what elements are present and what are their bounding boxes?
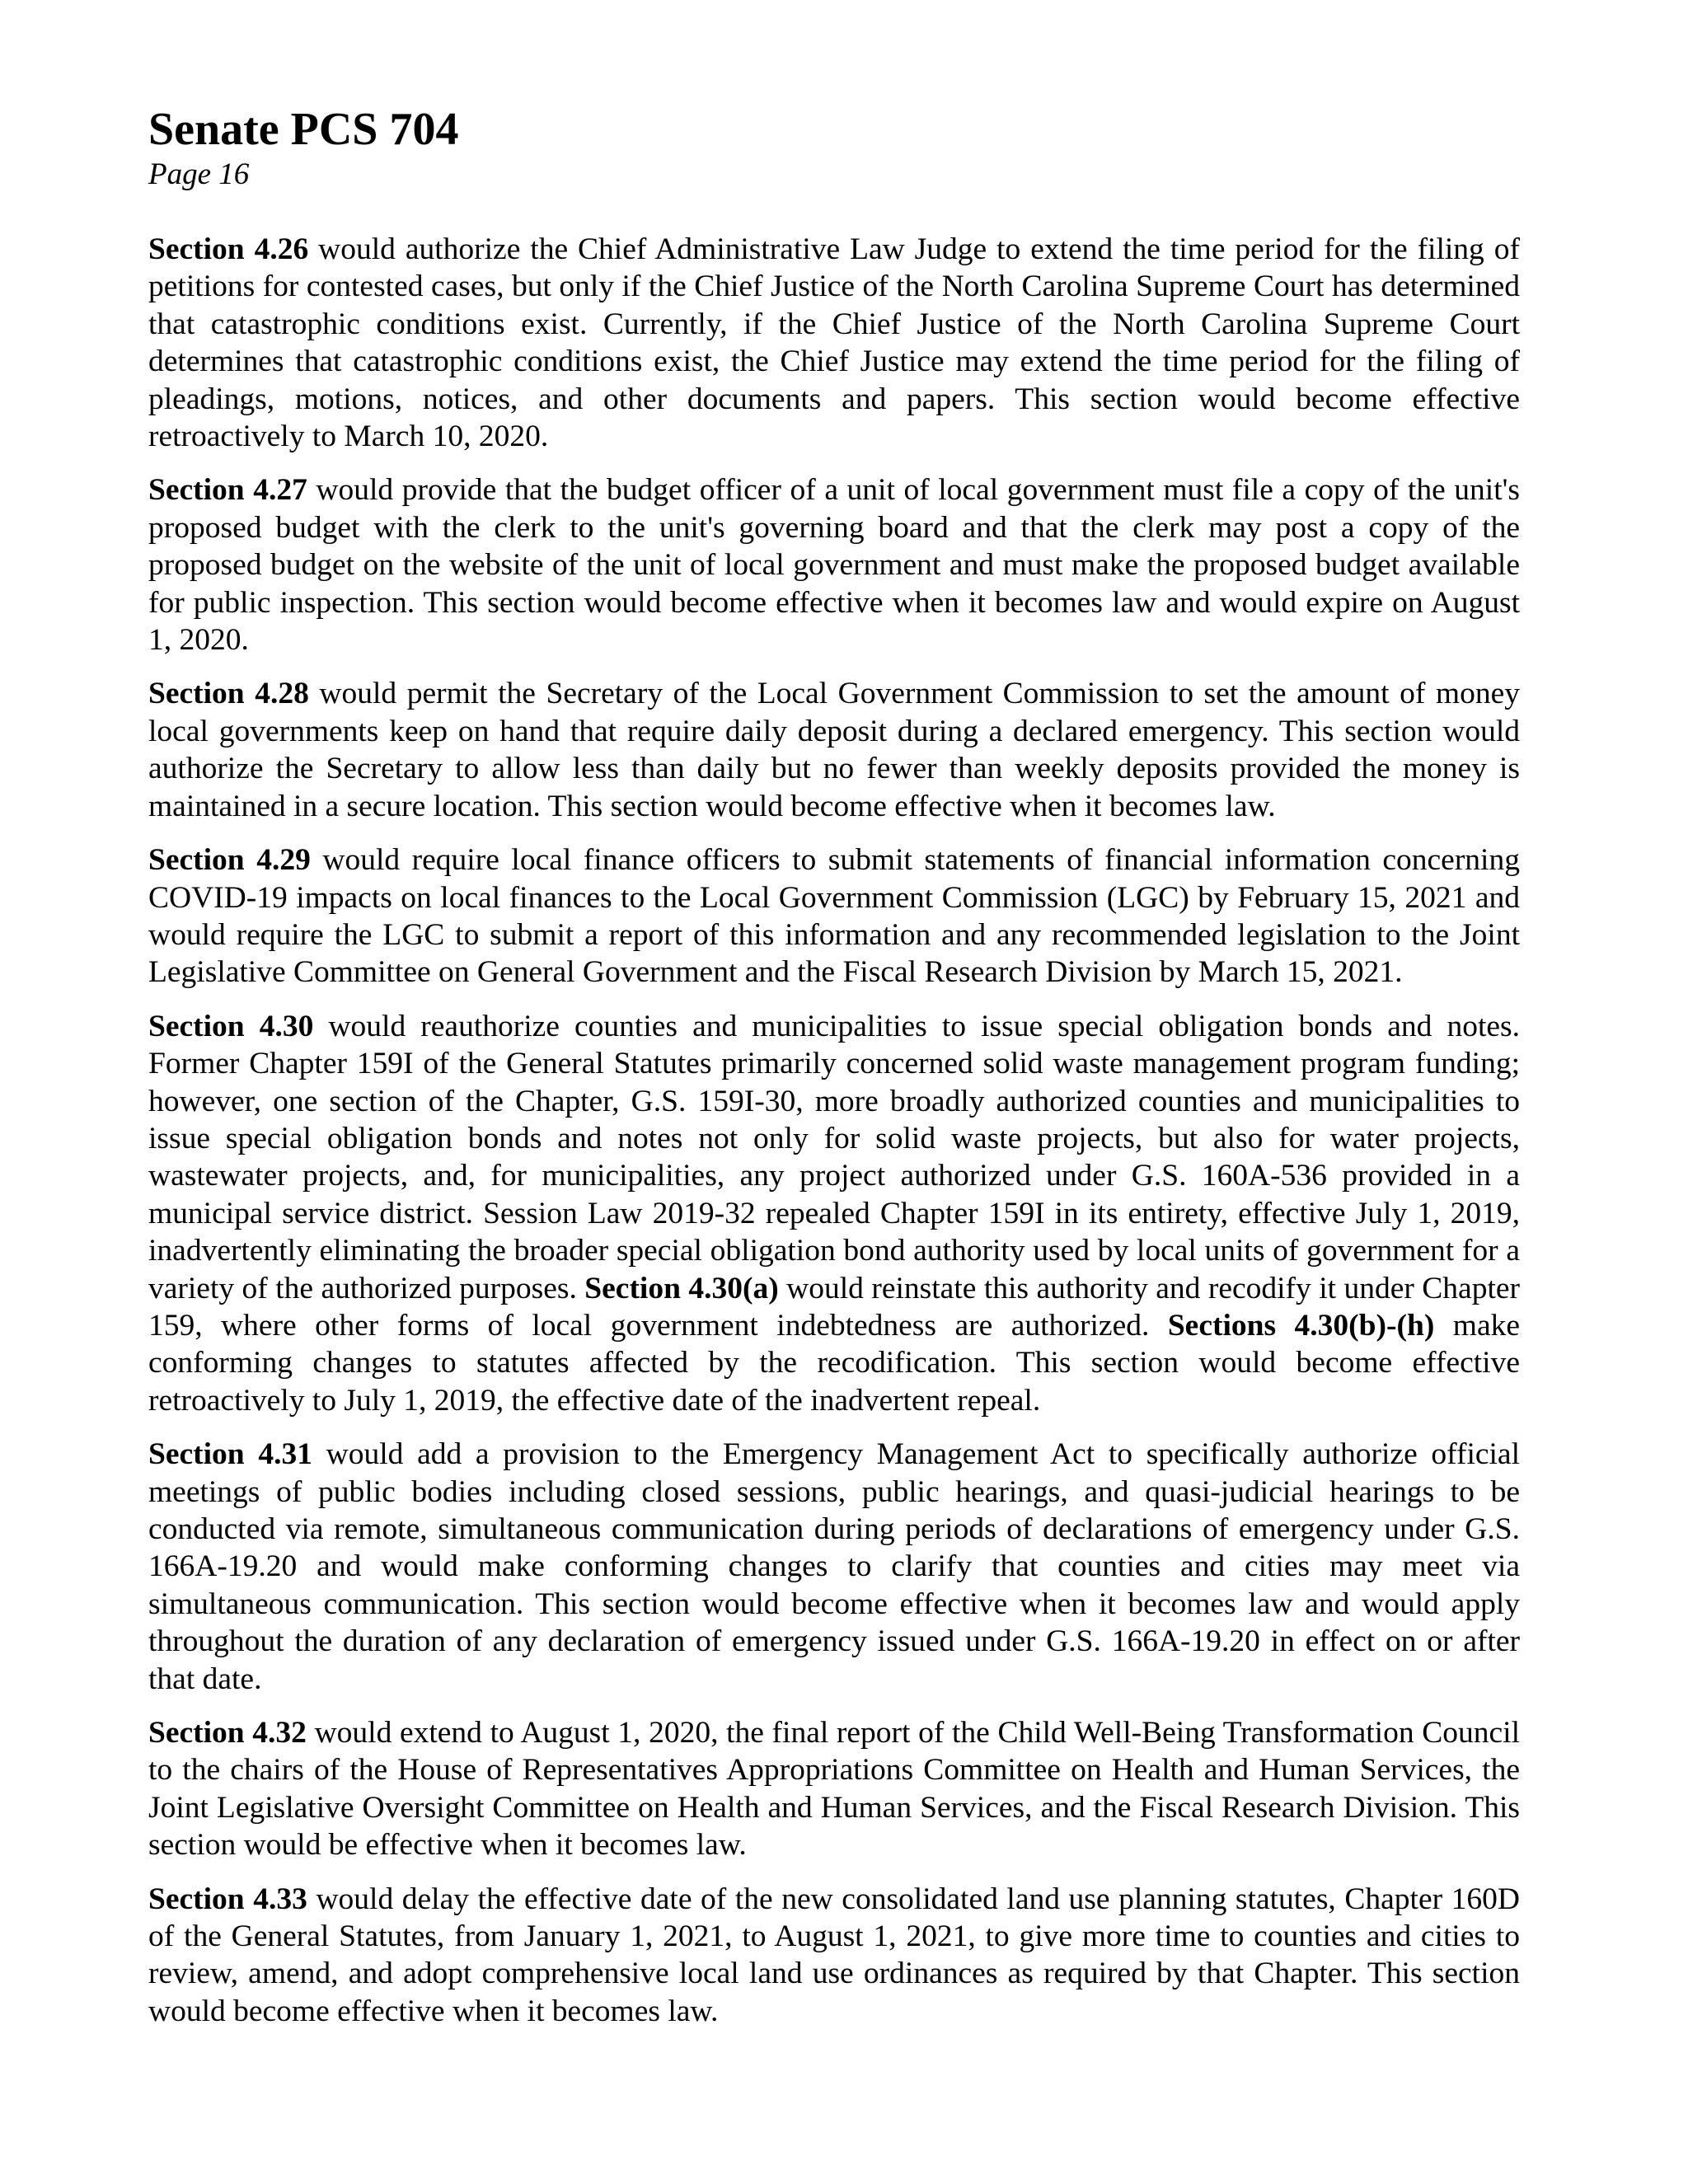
section-sublabel-b-h: Sections 4.30(b)-(h) [1167, 1308, 1435, 1343]
section-text: would extend to August 1, 2020, the final report of the Child Well-Being Transformation Council to the chairs of the House of Representatives Appropriations Committee on Health and Human Services, the Joint Legislative Oversight Committee on Health and Human Services, and the Fiscal Research Division. This section would be effective when it becomes law. [148, 1716, 1520, 1863]
section-text: would delay the effective date of the new consolidated land use planning statutes, Chapter 160D of the General Statutes, from January 1, 2021, to August 1, 2021, to give more time to counties and cities to review, amend, and adopt comprehensive local land use ordinances as required by that Chapter. This section would become effective when it becomes law. [148, 1882, 1520, 2028]
section-4-27-paragraph [148, 471, 1520, 658]
section-label: Section 4.26 [148, 232, 309, 266]
section-4-26-paragraph [148, 231, 1520, 455]
section-label: Section 4.28 [148, 677, 309, 711]
section-text: would permit the Secretary of the Local Government Commission to set the amount of money local governments keep on hand that require daily deposit during a declared emergency. This section would authorize the Secretary to allow less than daily but no fewer than weekly deposits provided the money is maintained in a secure location. This section would become effective when it becomes law. [148, 677, 1520, 823]
section-text: would provide that the budget officer of a unit of local government must file a copy of the unit's proposed budget with the clerk to the unit's governing board and that the clerk may post a copy of the proposed budget on the website of the unit of local government and must make the proposed budget available for public inspection. This section would become effective when it becomes law and would expire on August 1, 2020. [148, 473, 1520, 658]
document-page [148, 102, 1520, 2046]
section-4-28-paragraph [148, 675, 1520, 825]
section-text: would reinstate this authority and recodify it under Chapter 159, where other forms of local government indebtedness are authorized. [148, 1271, 1521, 1343]
section-text: would require local finance officers to submit statements of financial information concerning COVID-19 impacts on local finances to the Local Government Commission (LGC) by February 15, 2021 and would require the LGC to submit a report of this information and any recommended legislation to the Joint Legislative Committee on General Government and the Fiscal Research Division by March 15, 2021. [148, 843, 1520, 990]
section-4-30-paragraph [148, 1008, 1520, 1419]
section-text: would reauthorize counties and municipalities to issue special obligation bonds and notes. Former Chapter 159I of the General Statutes primarily concerned solid waste management program funding; however, one section of the Chapter, G.S. 159I-30, more broadly authorized counties and municipalities to issue special obligation bonds and notes not only for solid waste projects, but also for water projects, wastewater projects, and, for municipalities, any project authorized under G.S. 160A-536 provided in a municipal service district. Session Law 2019-32 repealed Chapter 159I in its entirety, effective July 1, 2019, inadvertently eliminating the broader special obligation bond authority used by local units of government for a variety of the authorized purposes. [148, 1009, 1520, 1305]
section-4-33-paragraph [148, 1881, 1520, 2031]
section-label: Section 4.29 [148, 843, 311, 878]
page-number: Page 16 [148, 157, 250, 191]
section-text: make conforming changes to statutes affected by the recodification. This section would become effective retroactively to July 1, 2019, the effective date of the inadvertent repeal. [148, 1308, 1520, 1418]
section-label: Section 4.33 [148, 1882, 307, 1916]
section-text: would authorize the Chief Administrative Law Judge to extend the time period for the filing of petitions for contested cases, but only if the Chief Justice of the North Carolina Supreme Court has determined that catastrophic conditions exist. Currently, if the Chief Justice of the North Carolina Supreme Court determines that catastrophic conditions exist, the Chief Justice may extend the time period for the filing of pleadings, motions, notices, and other documents and papers. This section would become effective retroactively to March 10, 2020. [148, 232, 1520, 454]
section-label: Section 4.31 [148, 1437, 312, 1472]
section-4-32-paragraph [148, 1714, 1520, 1864]
section-4-29-paragraph [148, 841, 1520, 991]
section-text: would add a provision to the Emergency Management Act to specifically authorize official meetings of public bodies including closed sessions, public hearings, and quasi-judicial hearings to be conducted via remote, simultaneous communication during periods of declarations of emergency under G.S. 166A-19.20 and would make conforming changes to clarify that counties and cities may meet via simultaneous communication. This section would become effective when it becomes law and would apply throughout the duration of any declaration of emergency issued under G.S. 166A-19.20 in effect on or after that date. [148, 1437, 1520, 1696]
section-label: Section 4.27 [148, 473, 307, 508]
section-4-31-paragraph [148, 1436, 1520, 1698]
section-label: Section 4.30 [148, 1009, 314, 1043]
section-label: Section 4.32 [148, 1716, 307, 1750]
document-title: Senate PCS 704 [148, 104, 459, 155]
section-sublabel-a: Section 4.30(a) [584, 1271, 779, 1305]
